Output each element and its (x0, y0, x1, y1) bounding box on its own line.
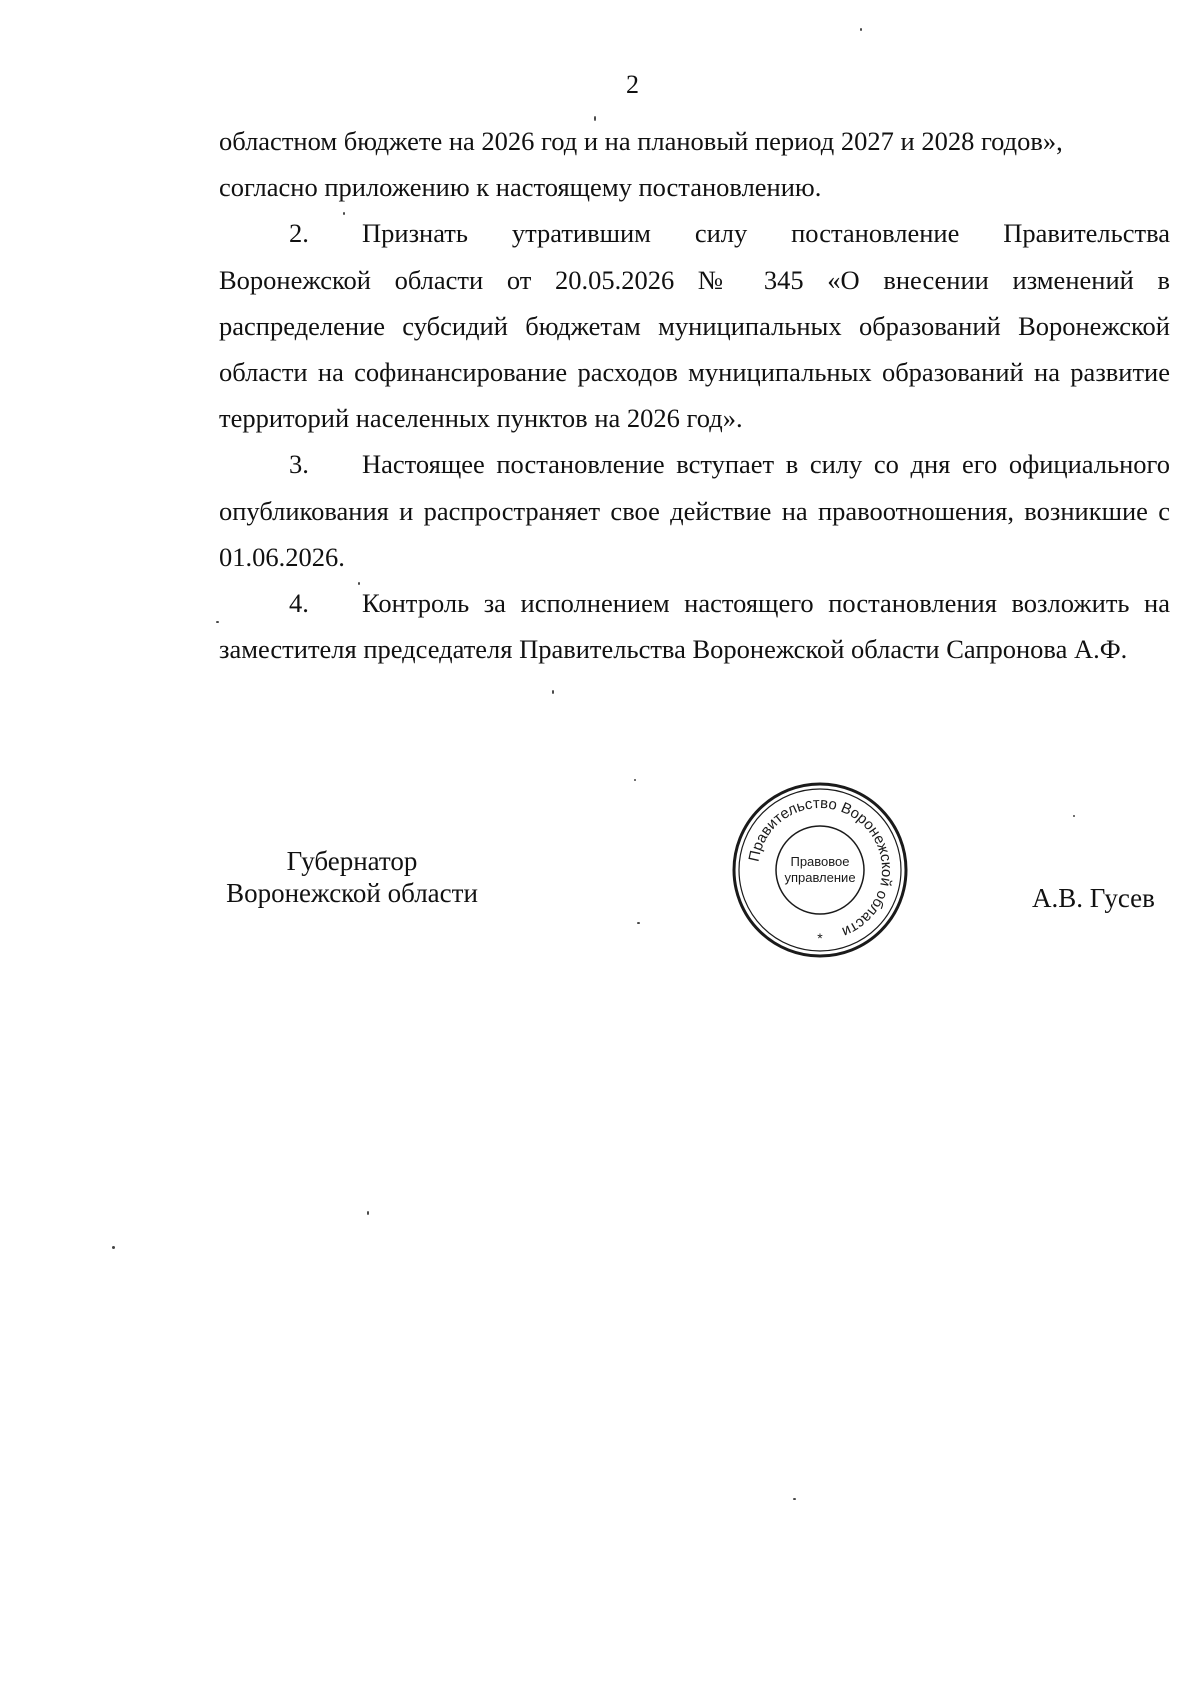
item-number: 2. (289, 218, 309, 249)
paragraph-item-2 (219, 210, 1170, 441)
stamp-center-line1: Правовое (790, 854, 850, 869)
stamp-outer-text: Правительство Воронежской области (745, 794, 896, 941)
signatory-name: А.В. Гусев (1032, 883, 1155, 913)
item-number: 3. (289, 449, 309, 480)
scan-speck (634, 779, 636, 781)
scan-speck (860, 28, 862, 31)
paragraph-continuation-line2: согласно приложению к настоящему постановлению. (219, 172, 822, 203)
paragraph-item-4 (219, 580, 1170, 672)
paragraph-continuation (219, 118, 1170, 210)
item-text: Контроль за исполнением настоящего постановления возложить на заместителя председателя Правительства Воронежской области Сапронова А.Ф. (219, 588, 1170, 665)
paragraph-item-3 (219, 441, 1170, 580)
signatory-position (212, 845, 492, 909)
official-stamp (730, 780, 910, 960)
document-body (219, 118, 1170, 672)
scan-speck (594, 116, 596, 121)
scan-speck (552, 690, 554, 694)
item-number: 4. (289, 588, 309, 619)
scan-speck (112, 1246, 115, 1249)
item-text: Признать утратившим силу постановление Правительства Воронежской области от 20.05.2026 № 345 «О внесении изменений в распределение субсидий бюджетам муниципальных образований Воронежской области на софинансирование расходов муниципальных образований на развитие территорий населенных пунктов на 2026 год». (219, 218, 1170, 434)
page-number: 2 (626, 70, 639, 99)
scan-speck (637, 922, 640, 924)
scan-speck (358, 582, 360, 585)
scan-speck (216, 621, 219, 623)
scan-speck (1073, 815, 1075, 817)
scan-speck (793, 1498, 796, 1500)
stamp-center-line2: управление (784, 870, 856, 885)
signatory-region: Воронежской области (226, 878, 478, 908)
scan-speck (367, 1211, 369, 1215)
item-text: Настоящее постановление вступает в силу со дня его официального опубликования и распространяет свое действие на правоотношения, возникшие с 01.06.2026. (219, 449, 1170, 572)
stamp-star: * (817, 930, 823, 946)
scan-speck (343, 212, 345, 215)
signatory-title: Губернатор (286, 846, 418, 876)
paragraph-continuation-line1: областном бюджете на 2026 год и на плановый период 2027 и 2028 годов», (219, 126, 1063, 156)
